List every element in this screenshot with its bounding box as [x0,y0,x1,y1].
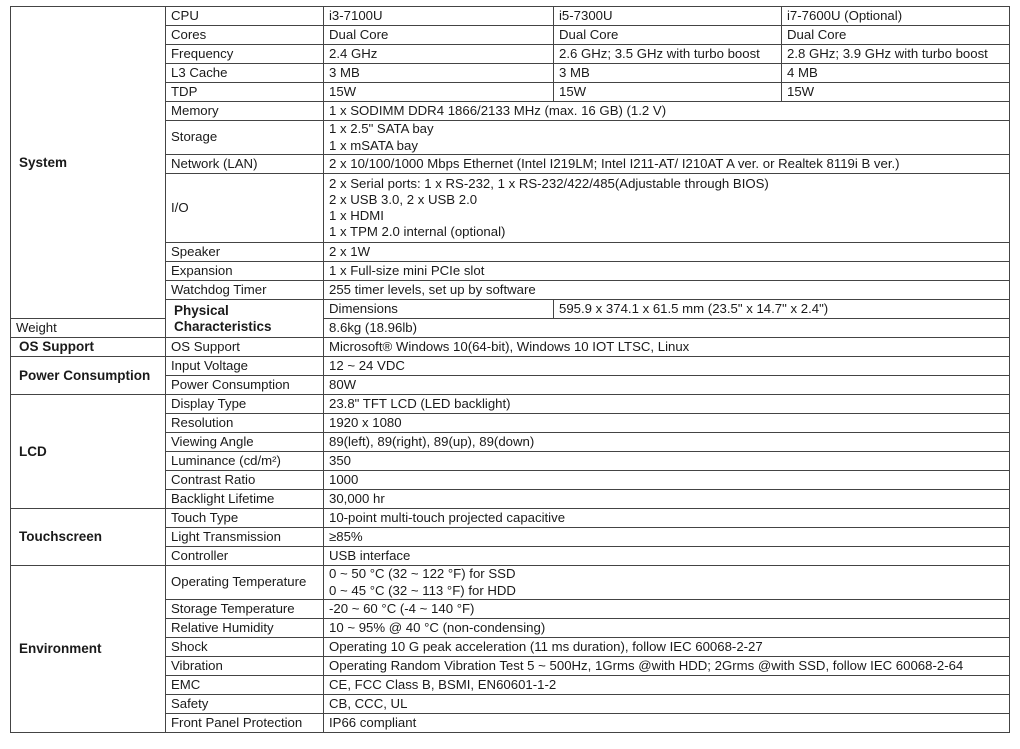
spec-value: 255 timer levels, set up by software [324,281,1010,300]
spec-value: 23.8" TFT LCD (LED backlight) [324,395,1010,414]
spec-label: Touch Type [166,509,324,528]
spec-value: 30,000 hr [324,490,1010,509]
spec-value-line: 2 x Serial ports: 1 x RS-232, 1 x RS-232/422/485(Adjustable through BIOS) [329,175,769,191]
spec-row [11,395,1010,414]
category-cell: LCD [11,395,166,509]
spec-value-line: 1 x TPM 2.0 internal (optional) [329,224,506,240]
spec-label: Resolution [166,414,324,433]
spec-value: 15W [782,83,1010,102]
spec-label: Contrast Ratio [166,471,324,490]
spec-value: IP66 compliant [324,714,1010,733]
spec-value: Dual Core [324,26,554,45]
spec-label: Expansion [166,262,324,281]
spec-label: OS Support [166,338,324,357]
spec-label: Storage [166,121,324,155]
spec-value [324,174,1010,243]
spec-row [11,509,1010,528]
spec-value [324,566,1010,600]
spec-value: i5-7300U [554,7,782,26]
spec-value: 595.9 x 374.1 x 61.5 mm (23.5" x 14.7" x 2.4") [554,300,1010,319]
spec-value: i7-7600U (Optional) [782,7,1010,26]
spec-value: USB interface [324,547,1010,566]
spec-value: CE, FCC Class B, BSMI, EN60601-1-2 [324,676,1010,695]
spec-value-line: 1 x HDMI [329,208,384,223]
spec-row [11,566,1010,600]
spec-label: Cores [166,26,324,45]
spec-value: 1920 x 1080 [324,414,1010,433]
spec-value: 1 x Full-size mini PCIe slot [324,262,1010,281]
spec-value: 4 MB [782,64,1010,83]
spec-label: Watchdog Timer [166,281,324,300]
spec-label: Controller [166,547,324,566]
spec-label: Backlight Lifetime [166,490,324,509]
category-cell: System [11,7,166,319]
spec-row [11,357,1010,376]
spec-value: i3-7100U [324,7,554,26]
spec-label: Front Panel Protection [166,714,324,733]
spec-value: 3 MB [554,64,782,83]
spec-value: Dual Core [782,26,1010,45]
spec-table-body [11,7,1010,733]
spec-label: Safety [166,695,324,714]
spec-label: Vibration [166,657,324,676]
spec-label: Speaker [166,243,324,262]
spec-label: EMC [166,676,324,695]
spec-label: Dimensions [324,300,554,319]
spec-value-line: 2 x USB 3.0, 2 x USB 2.0 [329,191,478,207]
spec-label: Input Voltage [166,357,324,376]
spec-label: Light Transmission [166,528,324,547]
spec-label: Display Type [166,395,324,414]
spec-value-line: 0 ~ 50 °C (32 ~ 122 °F) for SSD [329,566,516,582]
spec-label: Viewing Angle [166,433,324,452]
spec-label: CPU [166,7,324,26]
category-cell: OS Support [11,338,166,357]
spec-row [11,319,1010,338]
spec-value: 1 x SODIMM DDR4 1866/2133 MHz (max. 16 GB) (1.2 V) [324,102,1010,121]
spec-value: Dual Core [554,26,782,45]
spec-value: 10-point multi-touch projected capacitive [324,509,1010,528]
spec-value: 3 MB [324,64,554,83]
spec-row [11,338,1010,357]
spec-value: CB, CCC, UL [324,695,1010,714]
category-cell: Physical Characteristics [166,300,324,338]
spec-value: 80W [324,376,1010,395]
spec-label: Relative Humidity [166,619,324,638]
spec-value-line: 1 x mSATA bay [329,137,418,153]
spec-value: 15W [554,83,782,102]
spec-value: -20 ~ 60 °C (-4 ~ 140 °F) [324,600,1010,619]
spec-label: Memory [166,102,324,121]
spec-value: 8.6kg (18.96lb) [324,319,1010,338]
spec-value [324,121,1010,155]
spec-label: Shock [166,638,324,657]
spec-value: 2 x 1W [324,243,1010,262]
spec-label: Frequency [166,45,324,64]
spec-value: ≥85% [324,528,1010,547]
spec-value: 1000 [324,471,1010,490]
spec-label: Luminance (cd/m²) [166,452,324,471]
spec-value: Operating 10 G peak acceleration (11 ms duration), follow IEC 60068-2-27 [324,638,1010,657]
spec-value: 350 [324,452,1010,471]
spec-value: 12 ~ 24 VDC [324,357,1010,376]
spec-label: Weight [11,319,166,338]
spec-value-line: 0 ~ 45 °C (32 ~ 113 °F) for HDD [329,582,516,598]
spec-value: 2.4 GHz [324,45,554,64]
spec-label: Operating Temperature [166,566,324,600]
spec-value: 2 x 10/100/1000 Mbps Ethernet (Intel I219LM; Intel I211-AT/ I210AT A ver. or Realtek 8119i B ver.) [324,155,1010,174]
spec-value: 15W [324,83,554,102]
category-cell: Power Consumption [11,357,166,395]
spec-label: L3 Cache [166,64,324,83]
category-cell: Touchscreen [11,509,166,566]
spec-value: 2.6 GHz; 3.5 GHz with turbo boost [554,45,782,64]
spec-value-line: 1 x 2.5" SATA bay [329,121,434,137]
spec-value: 2.8 GHz; 3.9 GHz with turbo boost [782,45,1010,64]
spec-value: Operating Random Vibration Test 5 ~ 500Hz, 1Grms @with HDD; 2Grms @with SSD, follow IEC 60068-2-64 [324,657,1010,676]
spec-table [10,6,1010,733]
spec-label: TDP [166,83,324,102]
spec-value: 10 ~ 95% @ 40 °C (non-condensing) [324,619,1010,638]
spec-row [11,7,1010,26]
spec-label: Storage Temperature [166,600,324,619]
spec-label: Network (LAN) [166,155,324,174]
spec-value: Microsoft® Windows 10(64-bit), Windows 10 IOT LTSC, Linux [324,338,1010,357]
spec-label: I/O [166,174,324,243]
spec-label: Power Consumption [166,376,324,395]
spec-value: 89(left), 89(right), 89(up), 89(down) [324,433,1010,452]
category-cell: Environment [11,566,166,733]
